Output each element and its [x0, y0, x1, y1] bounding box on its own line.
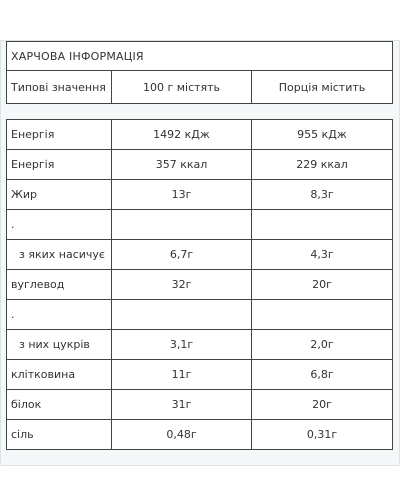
value-per-portion: 8,3г	[252, 180, 393, 210]
value-per-portion: 20г	[252, 270, 393, 300]
value-per-100g: 32г	[112, 270, 252, 300]
table-row	[7, 270, 393, 300]
value-per-portion	[252, 210, 393, 240]
value-per-100g: 357 ккал	[112, 150, 252, 180]
nutrient-label: Енергія	[7, 150, 112, 180]
nutrient-label: клітковина	[7, 360, 112, 390]
value-per-100g: 0,48г	[112, 420, 252, 450]
table-title: ХАРЧОВА ІНФОРМАЦІЯ	[7, 42, 393, 71]
value-per-100g: 3,1г	[112, 330, 252, 360]
value-per-100g: 6,7г	[112, 240, 252, 270]
table-row	[7, 420, 393, 450]
value-per-portion: 2,0г	[252, 330, 393, 360]
nutrient-label: білок	[7, 390, 112, 420]
value-per-portion: 955 кДж	[252, 120, 393, 150]
table-row	[7, 150, 393, 180]
nutrient-label: вуглевод	[7, 270, 112, 300]
table-row	[7, 330, 393, 360]
nutrient-label: з них цукрів	[7, 330, 112, 360]
table-row	[7, 360, 393, 390]
value-per-portion: 6,8г	[252, 360, 393, 390]
value-per-100g: 13г	[112, 180, 252, 210]
nutrition-values-table	[6, 119, 393, 450]
table-row	[7, 210, 393, 240]
table-row	[7, 180, 393, 210]
table-row	[7, 300, 393, 330]
value-per-portion: 229 ккал	[252, 150, 393, 180]
nutrient-label: сіль	[7, 420, 112, 450]
nutrient-label: .	[7, 300, 112, 330]
value-per-100g: 1492 кДж	[112, 120, 252, 150]
nutrient-label: Жир	[7, 180, 112, 210]
column-header-per-portion: Порція містить	[252, 71, 393, 104]
value-per-100g: 11г	[112, 360, 252, 390]
nutrient-label: з яких насичує	[7, 240, 112, 270]
nutrition-panel	[0, 40, 400, 466]
nutrition-header-table	[6, 41, 393, 104]
table-row	[7, 120, 393, 150]
nutrient-label: Енергія	[7, 120, 112, 150]
value-per-portion: 20г	[252, 390, 393, 420]
table-row	[7, 240, 393, 270]
value-per-portion: 0,31г	[252, 420, 393, 450]
table-row	[7, 390, 393, 420]
value-per-100g	[112, 210, 252, 240]
value-per-portion	[252, 300, 393, 330]
nutrient-label: .	[7, 210, 112, 240]
column-header-per-100g: 100 г містять	[112, 71, 252, 104]
column-header-typical-values: Типові значення	[7, 71, 112, 104]
value-per-100g	[112, 300, 252, 330]
value-per-portion: 4,3г	[252, 240, 393, 270]
value-per-100g: 31г	[112, 390, 252, 420]
